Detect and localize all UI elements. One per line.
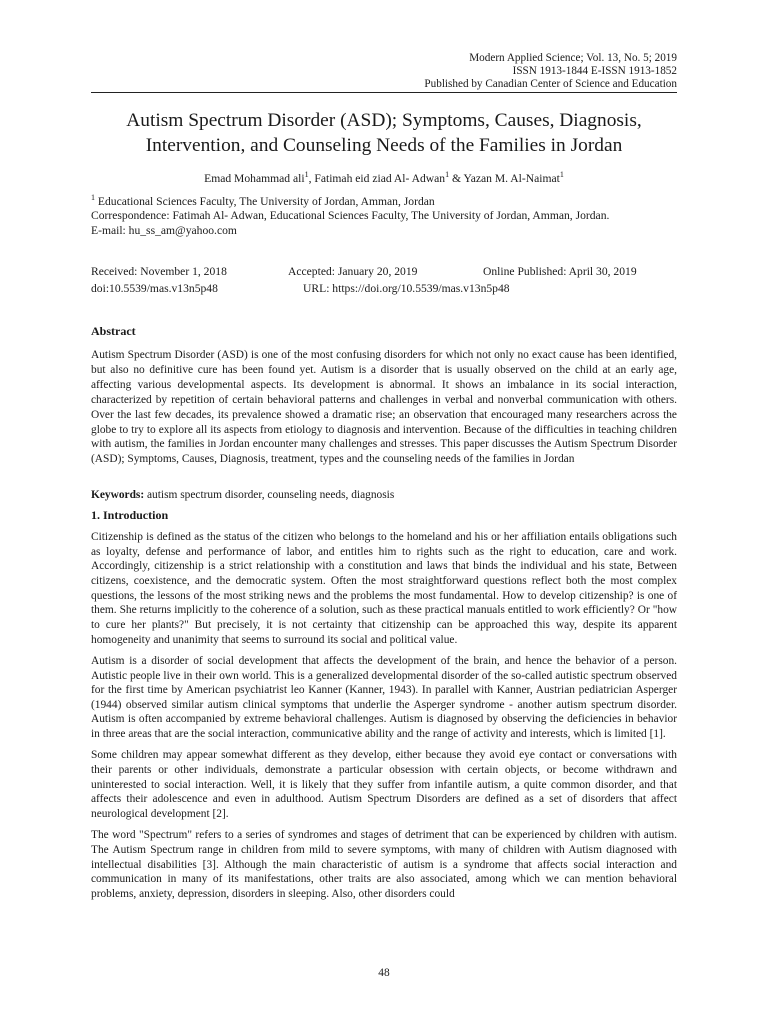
doi: doi:10.5539/mas.v13n5p48 bbox=[91, 282, 218, 295]
introduction-body bbox=[91, 530, 677, 908]
page-number: 48 bbox=[378, 967, 390, 979]
correspondence-email[interactable]: E-mail: hu_ss_am@yahoo.com bbox=[91, 224, 237, 237]
correspondence bbox=[91, 208, 677, 238]
publication-dates bbox=[91, 264, 677, 298]
correspondence-address: Correspondence: Fatimah Al- Adwan, Educational Sciences Faculty, The University of Jordan, Amman, Jordan. bbox=[91, 209, 610, 222]
running-header bbox=[424, 52, 677, 91]
publisher-line: Published by Canadian Center of Science and Education bbox=[424, 78, 677, 90]
paragraph: Some children may appear somewhat different as they develop, either because they avoid eye contact or conversations with their parents or other individuals, demonstrate a particular obsession with certain objects, or become withdrawn and uninterested to social interaction. Well, it is likely that they suffer from infantile autism, a quite common disorder, and that affects their adolescence and even in adulthood. Autism Spectrum Disorders are defined as a set of disorders that affect neurological development [2]. bbox=[91, 749, 677, 820]
keywords-text: autism spectrum disorder, counseling needs, diagnosis bbox=[144, 489, 395, 501]
paragraph: Citizenship is defined as the status of the citizen who belongs to the homeland and his or her affiliation entails obligations such as loyalty, defense and performance of labor, and entitles him to rights such as the right to education, care and work. Accordingly, citizenship is a strict relationship with a constitution and laws that binds the individual and his state, Between citizens, coexistence, and the democratic system. Often the most straightforward questions reflect both the most complex questions, the lessons of the most striking news and the problems the most fundamental. How to develop citizenship? is one of them. She returns implicitly to the coherence of a solution, such as these practical manuals entitled to work efficiently? Or "how to cure her plants?" But precisely, it is not certainty that citizenship can be approached this way, despite its apparent homogeneity and unanimity that seems to surround its social and political value. bbox=[91, 531, 677, 646]
author-name: Fatimah eid ziad Al- Adwan bbox=[314, 171, 446, 185]
affiliation bbox=[91, 190, 677, 209]
abstract-text: Autism Spectrum Disorder (ASD) is one of the most confusing disorders for which not only no exact cause has been identified, but also no definitive cure has been found yet. Autism is a disorder that is usually observed on the child at an early age, affecting various developmental aspects. Its development is abnormal. It shows an imbalance in its social interaction, characterized by repetition of certain behavioral patterns and challenges in verbal and nonverbal communication with others. Over the last few decades, its prevalence showed a dramatic rise; an observation that encouraged many researchers across the globe to try to explore all its aspects from etiology to diagnosis and intervention. Because of the difficulties in teaching children with autism, the families in Jordan encounter many challenges and stresses. This paper discusses the Autism Spectrum Disorder (ASD); Symptoms, Causes, Diagnosis, treatment, types and the counseling needs of the families in Jordan bbox=[91, 349, 677, 466]
keywords-label: Keywords: bbox=[91, 489, 145, 501]
author-name: Emad Mohammad ali bbox=[204, 171, 305, 185]
accepted-date: Accepted: January 20, 2019 bbox=[288, 265, 418, 278]
online-published-date: Online Published: April 30, 2019 bbox=[483, 265, 637, 278]
paragraph: Autism is a disorder of social development that affects the development of the brain, and hence the behavior of a person. Autistic people live in their own world. This is a generalized developmental disorder of the so-called autistic spectrum observed for the first time by American psychiatrist leo Kanner (Kanner, 1943). In parallel with Kanner, Austrian pediatrician Asperger (1944) observed similar autism clinical symptoms that underlie the Asperger syndrome - another autism spectrum disorder. Autism is often accompanied by extreme behavioral challenges. Autism is diagnosed by observing the deficiencies in behavior in three areas that are the social interaction, communicative ability and the range of activity and interests, which is limited [1]. bbox=[91, 654, 677, 741]
author-separator: , bbox=[308, 171, 315, 185]
received-date: Received: November 1, 2018 bbox=[91, 265, 227, 278]
keywords bbox=[91, 488, 677, 503]
section-heading-introduction: 1. Introduction bbox=[91, 508, 169, 522]
journal-volume-line: Modern Applied Science; Vol. 13, No. 5; 2019 bbox=[469, 52, 677, 64]
author-affiliation-mark: 1 bbox=[559, 170, 564, 179]
doi-url-link[interactable]: URL: https://doi.org/10.5539/mas.v13n5p48 bbox=[303, 282, 510, 295]
abstract-heading: Abstract bbox=[91, 324, 136, 338]
affiliation-text: Educational Sciences Faculty, The University of Jordan, Amman, Jordan bbox=[95, 194, 435, 208]
affiliation-mark: 1 bbox=[91, 193, 95, 202]
author-name: Yazan M. Al-Naimat bbox=[463, 171, 560, 185]
author-list bbox=[91, 168, 677, 186]
title-line-2: Intervention, and Counseling Needs of the Families in Jordan bbox=[145, 135, 623, 156]
author-affiliation-mark: 1 bbox=[304, 170, 309, 179]
title-line-1: Autism Spectrum Disorder (ASD); Symptoms, Causes, Diagnosis, bbox=[126, 110, 642, 131]
paragraph: The word "Spectrum" refers to a series of syndromes and stages of detriment that can be experienced by children with autism. The Autism Spectrum range in children from mild to severe symptoms, with many of children with Autism diagnosed with intellectual disabilities [3]. Although the main characteristic of autism is a syndrome that affects social interaction and communication in many of its manifestations, other traits are also associated, among which we can mention behavioral problems, anxiety, depression, disorders in sleeping. Also, other disorders could bbox=[91, 829, 677, 900]
issn-line: ISSN 1913-1844 E-ISSN 1913-1852 bbox=[512, 65, 677, 77]
author-separator: & bbox=[449, 171, 464, 185]
header-rule bbox=[91, 92, 677, 93]
author-affiliation-mark: 1 bbox=[445, 170, 450, 179]
paper-title bbox=[80, 108, 688, 158]
